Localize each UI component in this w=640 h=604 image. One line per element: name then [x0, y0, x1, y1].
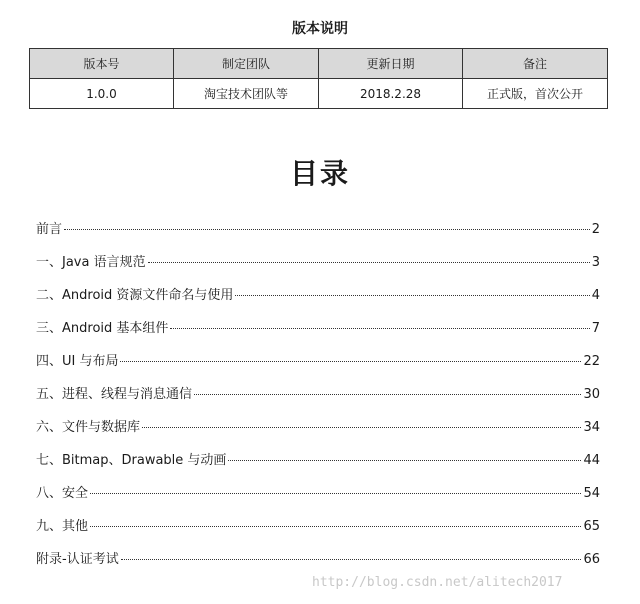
- toc-item-label: 四、UI 与布局: [36, 354, 119, 369]
- toc-item[interactable]: [36, 218, 600, 251]
- toc-item-label: 八、安全: [36, 486, 89, 501]
- toc-item-label: 二、Android 资源文件命名与使用: [36, 288, 234, 303]
- toc-leader-dots: [142, 427, 581, 428]
- toc-leader-dots: [194, 394, 581, 395]
- watermark-url: http://blog.csdn.net/alitech2017: [312, 575, 563, 590]
- toc-leader-dots: [235, 295, 589, 296]
- version-table-row: [30, 79, 608, 109]
- header-version-number: 版本号: [30, 49, 174, 79]
- toc-leader-dots: [120, 361, 581, 362]
- header-notes: 备注: [463, 49, 608, 79]
- toc-item-label: 五、进程、线程与消息通信: [36, 387, 193, 402]
- version-table-header-row: [30, 49, 608, 79]
- cell-update-date: 2018.2.28: [319, 79, 463, 109]
- toc-leader-dots: [228, 460, 581, 461]
- toc-item-page: 54: [583, 486, 600, 501]
- toc-item-label: 七、Bitmap、Drawable 与动画: [36, 453, 227, 468]
- toc-leader-dots: [90, 493, 581, 494]
- toc-item[interactable]: [36, 515, 600, 548]
- toc-item-label: 附录-认证考试: [36, 552, 119, 567]
- toc-leader-dots: [121, 559, 582, 560]
- toc-item-label: 六、文件与数据库: [36, 420, 141, 435]
- toc-item[interactable]: [36, 482, 600, 515]
- version-table-title: 版本说明: [292, 21, 348, 37]
- toc-item[interactable]: [36, 317, 600, 350]
- toc-leader-dots: [90, 526, 581, 527]
- toc-item-page: 44: [583, 453, 600, 468]
- cell-version-number: 1.0.0: [30, 79, 174, 109]
- version-table: [29, 48, 608, 109]
- toc-item[interactable]: [36, 416, 600, 449]
- toc-item-page: 66: [583, 552, 600, 567]
- toc-leader-dots: [170, 328, 589, 329]
- toc-item-label: 三、Android 基本组件: [36, 321, 169, 336]
- cell-team: 淘宝技术团队等: [174, 79, 319, 109]
- toc-item[interactable]: [36, 383, 600, 416]
- toc-item-page: 22: [583, 354, 600, 369]
- toc-item-page: 7: [591, 321, 600, 336]
- toc-item-label: 九、其他: [36, 519, 89, 534]
- toc-item-page: 2: [591, 222, 600, 237]
- toc-leader-dots: [148, 262, 590, 263]
- header-update-date: 更新日期: [319, 49, 463, 79]
- toc-item-page: 3: [591, 255, 600, 270]
- toc-item-page: 4: [591, 288, 600, 303]
- toc-item-page: 65: [583, 519, 600, 534]
- toc-item[interactable]: [36, 449, 600, 482]
- toc-item-label: 前言: [36, 222, 63, 237]
- toc-item[interactable]: [36, 284, 600, 317]
- toc-item-page: 30: [583, 387, 600, 402]
- toc-title: 目录: [289, 157, 350, 190]
- toc-leader-dots: [64, 229, 590, 230]
- toc-item-label: 一、Java 语言规范: [36, 255, 146, 270]
- toc-item[interactable]: [36, 251, 600, 284]
- toc-item-page: 34: [583, 420, 600, 435]
- table-of-contents: [36, 218, 600, 581]
- cell-notes: 正式版，首次公开: [463, 79, 608, 109]
- header-team: 制定团队: [174, 49, 319, 79]
- toc-item[interactable]: [36, 350, 600, 383]
